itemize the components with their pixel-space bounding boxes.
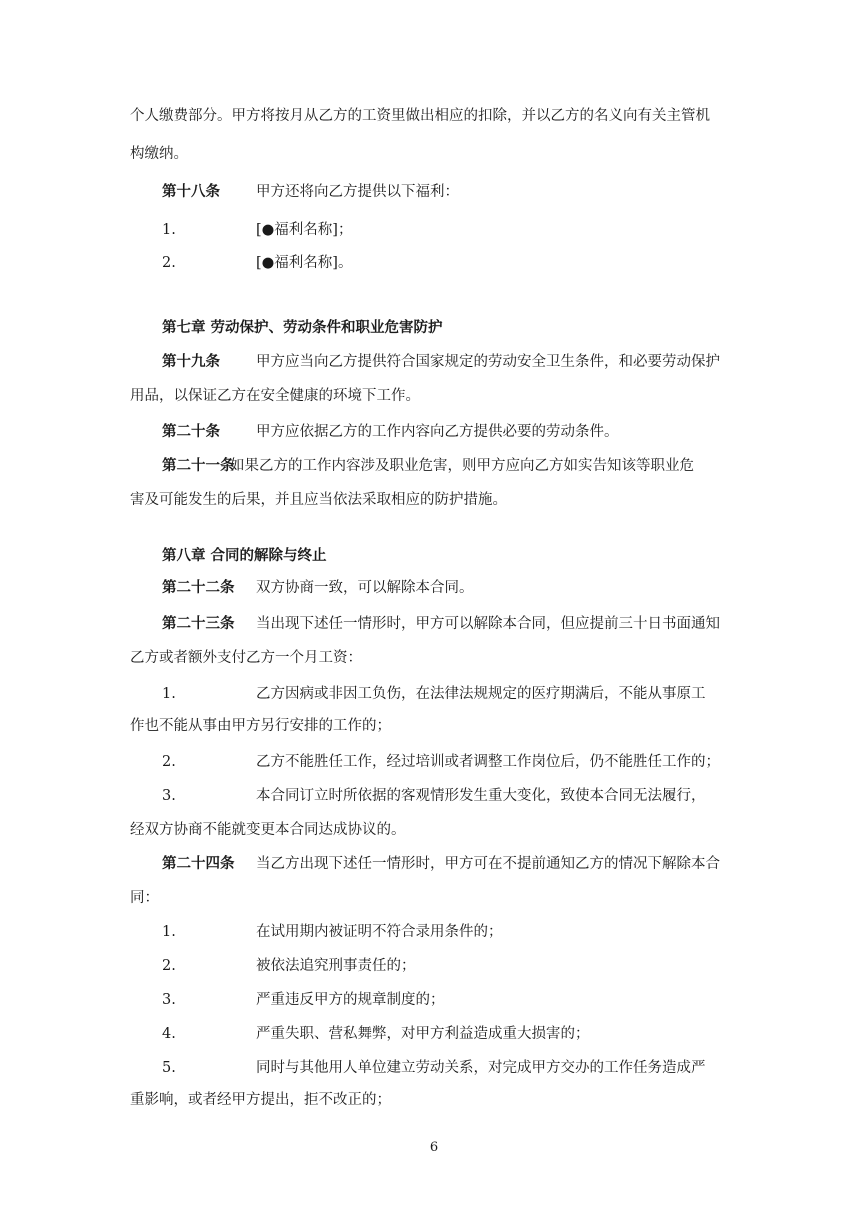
list-number: 5. [162, 1060, 176, 1076]
list-text: 乙方因病或非因工负伤，在法律法规规定的医疗期满后，不能从事原工 [256, 686, 706, 702]
list-number: 3. [162, 788, 176, 804]
line-text: 害及可能发生的后果，并且应当依法采取相应的防护措施。 [130, 492, 507, 508]
paragraph-line [130, 1090, 391, 1110]
list-number: 2. [162, 958, 176, 974]
line-text: 作也不能从事由甲方另行安排的工作的； [130, 718, 391, 734]
list-text: 本合同订立时所依据的客观情形发生重大变化，致使本合同无法履行， [256, 788, 706, 804]
paragraph-line [130, 386, 420, 406]
line-text: 经双方协商不能就变更本合同达成协议的。 [130, 822, 406, 838]
line-text: 个人缴费部分。甲方将按月从乙方的工资里做出相应的扣除，并以乙方的名义向有关主管机 [130, 108, 710, 124]
article-label: 第二十二条 [162, 579, 235, 596]
list-text: [●福利名称]。 [256, 255, 353, 271]
article-text: 甲方还将向乙方提供以下福利： [256, 184, 459, 200]
article-text: 双方协商一致，可以解除本合同。 [256, 580, 474, 596]
page-number: 6 [429, 1140, 439, 1155]
list-text: [●福利名称]； [256, 222, 353, 238]
paragraph-line [130, 490, 507, 510]
list-number: 4. [162, 1026, 176, 1042]
article-label: 第二十四条 [162, 855, 235, 872]
article-text: 甲方应当向乙方提供符合国家规定的劳动安全卫生条件，和必要劳动保护 [256, 354, 720, 370]
line-text: 重影响，或者经甲方提出，拒不改正的； [130, 1092, 391, 1108]
article-text: 当乙方出现下述任一情形时，甲方可在不提前通知乙方的情况下解除本合 [256, 856, 720, 872]
article-label: 第十八条 [162, 183, 220, 200]
list-text: 被依法追究刑事责任的； [256, 958, 416, 974]
article-label: 第二十三条 [162, 615, 235, 632]
line-text: 构缴纳。 [130, 146, 188, 162]
list-number: 1. [162, 222, 176, 238]
list-text: 严重违反甲方的规章制度的； [256, 992, 445, 1008]
list-text: 同时与其他用人单位建立劳动关系，对完成甲方交办的工作任务造成严 [256, 1060, 706, 1076]
list-text: 严重失职、营私舞弊，对甲方利益造成重大损害的； [256, 1026, 590, 1042]
article-label: 第十九条 [162, 353, 220, 370]
list-number: 2. [162, 255, 176, 271]
list-text: 在试用期内被证明不符合录用条件的； [256, 924, 503, 940]
chapter-heading: 第七章 劳动保护、劳动条件和职业危害防护 [162, 319, 443, 336]
paragraph-line [130, 648, 362, 668]
paragraph-line [130, 716, 391, 736]
article-text: 当出现下述任一情形时，甲方可以解除本合同，但应提前三十日书面通知 [256, 616, 720, 632]
article-text: 甲方应依据乙方的工作内容向乙方提供必要的劳动条件。 [256, 424, 619, 440]
chapter-heading: 第八章 合同的解除与终止 [162, 547, 327, 564]
list-number: 2. [162, 754, 176, 770]
paragraph-line [130, 144, 188, 164]
article-label: 第二十一条 [162, 457, 235, 474]
paragraph-line [130, 106, 710, 126]
list-number: 3. [162, 992, 176, 1008]
paragraph-line [130, 820, 406, 840]
list-text: 乙方不能胜任工作，经过培训或者调整工作岗位后，仍不能胜任工作的； [256, 754, 720, 770]
article-label: 第二十条 [162, 423, 220, 440]
article-text: 如果乙方的工作内容涉及职业危害，则甲方应向乙方如实告知该等职业危 [230, 458, 694, 474]
line-text: 用品，以保证乙方在安全健康的环境下工作。 [130, 388, 420, 404]
line-text: 同： [130, 890, 159, 906]
paragraph-line [130, 888, 159, 908]
list-number: 1. [162, 924, 176, 940]
list-number: 1. [162, 686, 176, 702]
line-text: 乙方或者额外支付乙方一个月工资： [130, 650, 362, 666]
